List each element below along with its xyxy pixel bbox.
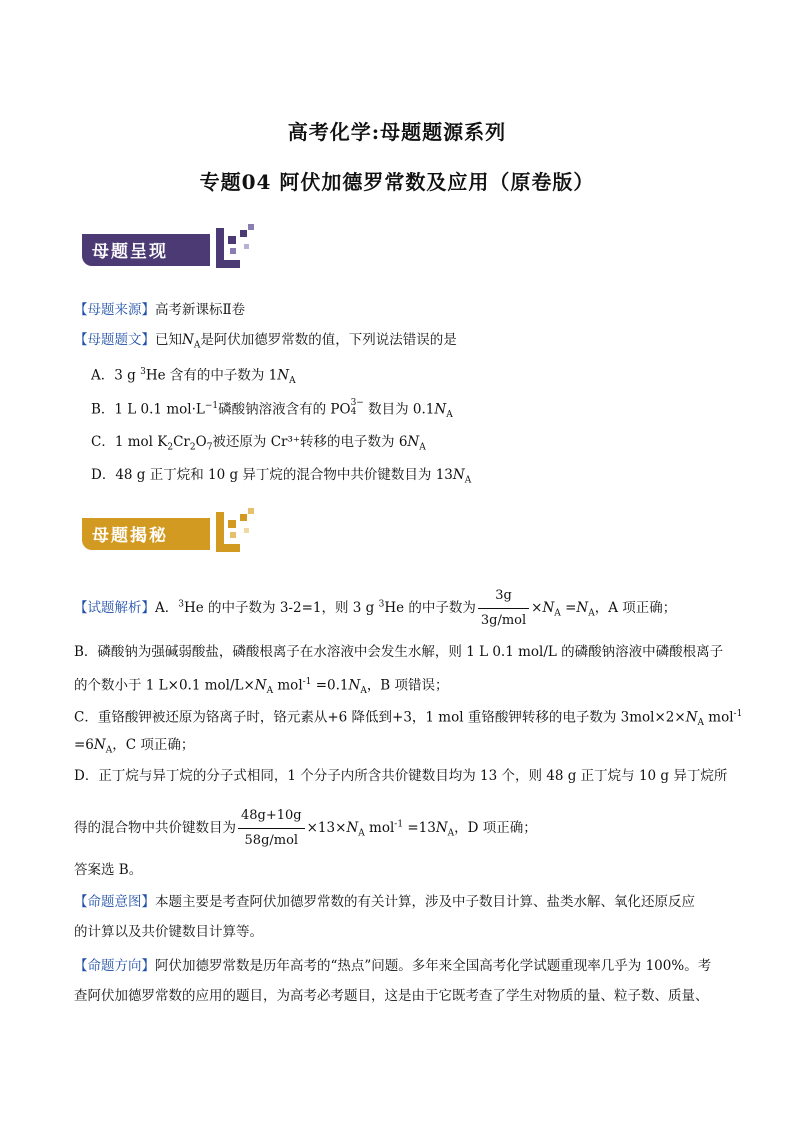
analysis-line-c1: C．重铬酸钾被还原为铬离子时，铬元素从+6 降低到+3，1 mol 重铬酸钾转移的电子数为 $3mol\times 2\times N_A$ mol$^{-1}$	[74, 709, 743, 729]
document-title: 高考化学:母题题源系列	[287, 120, 507, 144]
analysis-line-d2: 得的混合物中共价键数目为 $\frac{48g+10g}{\text{58g/mol}}$ $\times 13\times N_A$ $mol^{-1} =13N_A$，D 项正确；	[74, 806, 724, 851]
section-banner-reveal	[82, 508, 234, 550]
document-subtitle: 专题04 阿伏加德罗常数及应用（原卷版）	[199, 170, 595, 194]
analysis-line-c2: $=6N_A$，C 项正确；	[74, 737, 195, 756]
intent-line-2: 的计算以及共价键数目计算等。	[74, 924, 263, 940]
analysis-line-d1: D．正丁烷与异丁烷的分子式相同，1 个分子内所含共价键数目均为 13 个，则 48 g 正丁烷与 10 g 异丁烷所	[74, 768, 728, 784]
question-source: 【母题来源】高考新课标Ⅱ卷	[74, 302, 246, 318]
section-banner-present	[82, 224, 234, 266]
option-b: B．1 L 0.1 $mol\cdot L^{-1}$磷酸钠溶液含有的 PO 3− 4 数目为 $0.1N_A$	[91, 398, 453, 421]
analysis-line-a: 【试题解析】A．$^3$He 的中子数为 3-2=1，则 3 g $^3$He 的中子数为 $\frac{3g}{\text{3g/mol}}$ $\times N_A =N_A$，A 项正确；	[74, 586, 724, 631]
question-text: 【母题题文】已知$N_A$是阿伏加德罗常数的值，下列说法错误的是	[74, 332, 457, 351]
pixel-decoration-icon	[200, 506, 260, 558]
option-a: A．3 g $^3$He 含有的中子数为 $1N_A$	[91, 367, 296, 387]
analysis-line-b1: B．磷酸钠为强碱弱酸盐，磷酸根离子在水溶液中会发生水解，则 1 L 0.1 mol/L 的磷酸钠溶液中磷酸根离子	[74, 644, 724, 660]
option-c: C．1 mol $K_2Cr_2O_7$被还原为 Cr³⁺转移的电子数为 $6N_A$	[91, 434, 426, 453]
pixel-decoration-icon	[200, 222, 260, 274]
answer-line: 答案选 B。	[74, 862, 143, 878]
analysis-line-b2: 的个数小于 1 L×0.1 mol/$L\times N_A$ $mol^{-1} =0.1N_A$，B 项错误；	[74, 677, 449, 697]
option-d: D．48 g 正丁烷和 10 g 异丁烷的混合物中共价键数目为 $13N_A$	[91, 467, 472, 486]
direction-line-1: 【命题方向】阿伏加德罗常数是历年高考的“热点”问题。多年来全国高考化学试题重现率几乎为 100%。考	[74, 958, 712, 974]
banner-label: 母题揭秘	[92, 526, 168, 546]
intent-line-1: 【命题意图】本题主要是考查阿伏加德罗常数的有关计算，涉及中子数目计算、盐类水解、氧化还原反应	[74, 894, 695, 910]
fraction: $\frac{48g+10g}{\text{58g/mol}}$	[238, 806, 305, 851]
direction-line-2: 查阿伏加德罗常数的应用的题目，为高考必考题目，这是由于它既考查了学生对物质的量、粒子数、质量、	[74, 988, 709, 1004]
fraction: $\frac{3g}{\text{3g/mol}}$	[478, 586, 529, 631]
banner-label: 母题呈现	[92, 242, 168, 262]
